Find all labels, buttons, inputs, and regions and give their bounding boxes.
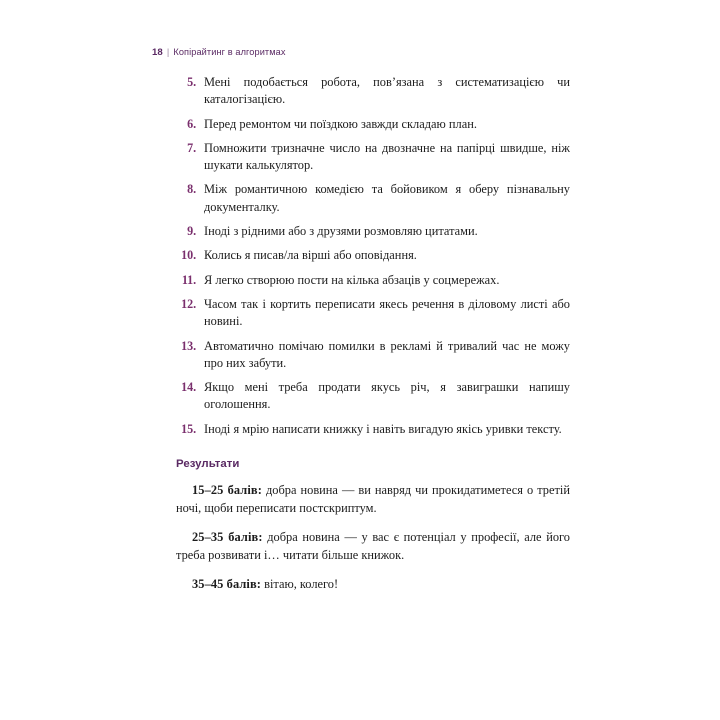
list-item-number: 8. [187, 182, 196, 197]
result-score-range: 25–35 балів: [192, 530, 263, 545]
list-item-number: 7. [187, 140, 196, 155]
list-item [176, 181, 570, 216]
list-item-text: Автоматично помічаю помилки в рекламі й тривалий час не можу про них забути. [204, 338, 570, 370]
results-section [176, 458, 570, 594]
result-description: добра новина — у вас є потенціал у професії, але його треба розвивати і… читати більше книжок. [176, 530, 570, 562]
list-item [176, 223, 570, 240]
list-item-number: 14. [181, 380, 196, 395]
result-row [176, 576, 570, 593]
list-item-text: Я легко створюю пости на кілька абзаців у соцмережах. [204, 272, 500, 287]
list-item-number: 10. [181, 248, 196, 263]
result-description: вітаю, колего! [261, 577, 339, 592]
chapter-title: Копірайтинг в алгоритмах [173, 47, 286, 57]
list-item [176, 116, 570, 133]
result-row [176, 529, 570, 564]
list-item-number: 9. [187, 224, 196, 239]
list-item [176, 272, 570, 289]
list-item-text: Помножити тризначне число на двозначне на папірці швидше, ніж шукати калькулятор. [204, 140, 570, 173]
list-item-number: 5. [187, 75, 196, 89]
list-item-text: Перед ремонтом чи поїздкою завжди складаю план. [204, 116, 477, 131]
list-item [176, 247, 570, 264]
list-item-number: 11. [181, 272, 196, 287]
result-row [176, 482, 570, 517]
text-column [176, 74, 570, 594]
list-item [176, 338, 570, 373]
running-head [152, 48, 286, 58]
list-item [176, 379, 570, 414]
list-item [176, 140, 570, 175]
list-item-text: Якщо мені треба продати якусь річ, я завиграшки напишу оголошення. [204, 380, 570, 412]
list-item-text: Іноді я мрію написати книжку і навіть вигадую якісь уривки тексту. [204, 421, 562, 436]
results-heading: Результати [176, 458, 240, 471]
result-score-range: 15–25 балів: [192, 483, 262, 498]
page-number: 18 [152, 47, 163, 58]
quiz-statement-list [176, 74, 570, 438]
running-head-separator: | [166, 47, 170, 57]
list-item-number: 6. [187, 116, 196, 131]
list-item [176, 296, 570, 331]
list-item-number: 13. [181, 338, 196, 353]
list-item-number: 12. [181, 296, 196, 311]
list-item-text: Колись я писав/ла вірші або оповідання. [204, 248, 417, 263]
result-score-range: 35–45 балів: [192, 577, 261, 592]
list-item-text: Часом так і кортить переписати якесь речення в діловому листі або новині. [204, 296, 570, 329]
list-item-text: Іноді з рідними або з друзями розмовляю цитатами. [204, 224, 478, 239]
list-item [176, 74, 570, 109]
list-item [176, 421, 570, 438]
list-item-number: 15. [181, 421, 196, 436]
list-item-text: Мені подобається робота, пов’язана з систематизацією чи каталогізацією. [204, 75, 570, 107]
result-description: добра новина — ви навряд чи прокидатиметеся о третій ночі, щоби переписати постскриптум. [176, 483, 570, 515]
list-item-text: Між романтичною комедією та бойовиком я оберу пізнавальну документалку. [204, 182, 570, 214]
